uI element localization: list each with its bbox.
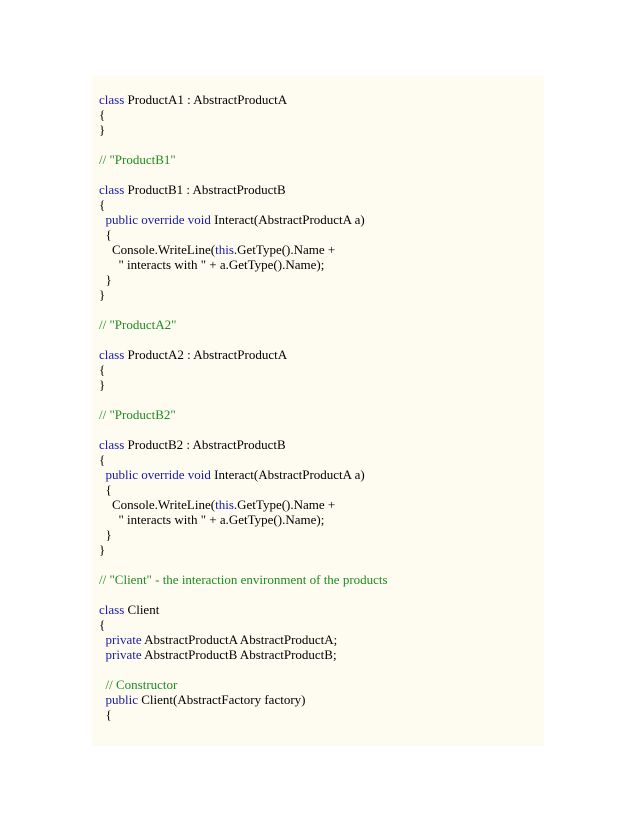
code-line xyxy=(99,422,544,437)
code-text: " interacts with " + a.GetType().Name); xyxy=(99,512,325,527)
code-line xyxy=(99,122,544,137)
code-line xyxy=(99,272,544,287)
code-keyword: public override void xyxy=(105,212,211,227)
code-text: { xyxy=(99,362,106,377)
code-line xyxy=(99,362,544,377)
code-line xyxy=(99,512,544,527)
code-line xyxy=(99,617,544,632)
code-line xyxy=(99,302,544,317)
code-line xyxy=(99,242,544,257)
code-keyword: class xyxy=(99,602,125,617)
code-keyword: private xyxy=(105,632,142,647)
code-keyword: class xyxy=(99,92,125,107)
code-keyword: public xyxy=(105,692,138,707)
code-line xyxy=(99,317,544,332)
code-keyword: this xyxy=(215,242,234,257)
code-text: .GetType().Name + xyxy=(233,242,336,257)
code-line xyxy=(99,632,544,647)
code-line xyxy=(99,137,544,152)
code-comment: // "Client" - the interaction environment of the products xyxy=(99,572,388,587)
code-text: Interact(AbstractProductA a) xyxy=(210,212,365,227)
code-panel xyxy=(92,76,544,746)
code-text: Client xyxy=(124,602,160,617)
code-text: } xyxy=(99,542,106,557)
code-text: { xyxy=(99,617,106,632)
code-line xyxy=(99,287,544,302)
code-keyword: this xyxy=(215,497,234,512)
code-text: { xyxy=(99,707,112,722)
code-line xyxy=(99,557,544,572)
code-text: } xyxy=(99,122,106,137)
code-line xyxy=(99,497,544,512)
code-line xyxy=(99,542,544,557)
code-comment: // "ProductB1" xyxy=(99,152,176,167)
code-line xyxy=(99,407,544,422)
code-block xyxy=(99,92,544,722)
code-keyword: class xyxy=(99,347,125,362)
code-text: ProductB2 : AbstractProductB xyxy=(124,437,286,452)
code-text: ProductA1 : AbstractProductA xyxy=(124,92,288,107)
code-text: } xyxy=(99,287,106,302)
code-text: } xyxy=(99,527,112,542)
code-text: .GetType().Name + xyxy=(233,497,336,512)
code-line xyxy=(99,227,544,242)
code-line xyxy=(99,572,544,587)
code-line xyxy=(99,467,544,482)
code-line xyxy=(99,332,544,347)
code-text: AbstractProductA AbstractProductA; xyxy=(141,632,338,647)
code-line xyxy=(99,377,544,392)
code-line xyxy=(99,347,544,362)
code-line xyxy=(99,452,544,467)
code-line xyxy=(99,662,544,677)
code-comment: // Constructor xyxy=(105,677,178,692)
code-text: Client(AbstractFactory factory) xyxy=(138,692,306,707)
code-text: { xyxy=(99,482,112,497)
code-text: { xyxy=(99,197,106,212)
code-line xyxy=(99,392,544,407)
code-line xyxy=(99,437,544,452)
code-line xyxy=(99,212,544,227)
code-line xyxy=(99,692,544,707)
code-line xyxy=(99,197,544,212)
code-text: { xyxy=(99,107,106,122)
code-text: Console.WriteLine( xyxy=(99,497,216,512)
code-line xyxy=(99,707,544,722)
code-line xyxy=(99,647,544,662)
code-text: } xyxy=(99,272,112,287)
code-line xyxy=(99,167,544,182)
code-text: { xyxy=(99,227,112,242)
code-text: " interacts with " + a.GetType().Name); xyxy=(99,257,325,272)
code-text: ProductB1 : AbstractProductB xyxy=(124,182,286,197)
code-line xyxy=(99,182,544,197)
code-comment: // "ProductA2" xyxy=(99,317,177,332)
code-text: { xyxy=(99,452,106,467)
code-text: AbstractProductB AbstractProductB; xyxy=(141,647,337,662)
code-line xyxy=(99,602,544,617)
code-text: Console.WriteLine( xyxy=(99,242,216,257)
code-line xyxy=(99,482,544,497)
code-keyword: public override void xyxy=(105,467,211,482)
code-keyword: private xyxy=(105,647,142,662)
code-text: Interact(AbstractProductA a) xyxy=(210,467,365,482)
code-line xyxy=(99,92,544,107)
code-line xyxy=(99,527,544,542)
code-text: } xyxy=(99,377,106,392)
code-line xyxy=(99,107,544,122)
code-comment: // "ProductB2" xyxy=(99,407,176,422)
code-line xyxy=(99,257,544,272)
code-line xyxy=(99,152,544,167)
code-keyword: class xyxy=(99,437,125,452)
code-line xyxy=(99,587,544,602)
code-keyword: class xyxy=(99,182,125,197)
code-line xyxy=(99,677,544,692)
code-text: ProductA2 : AbstractProductA xyxy=(124,347,288,362)
